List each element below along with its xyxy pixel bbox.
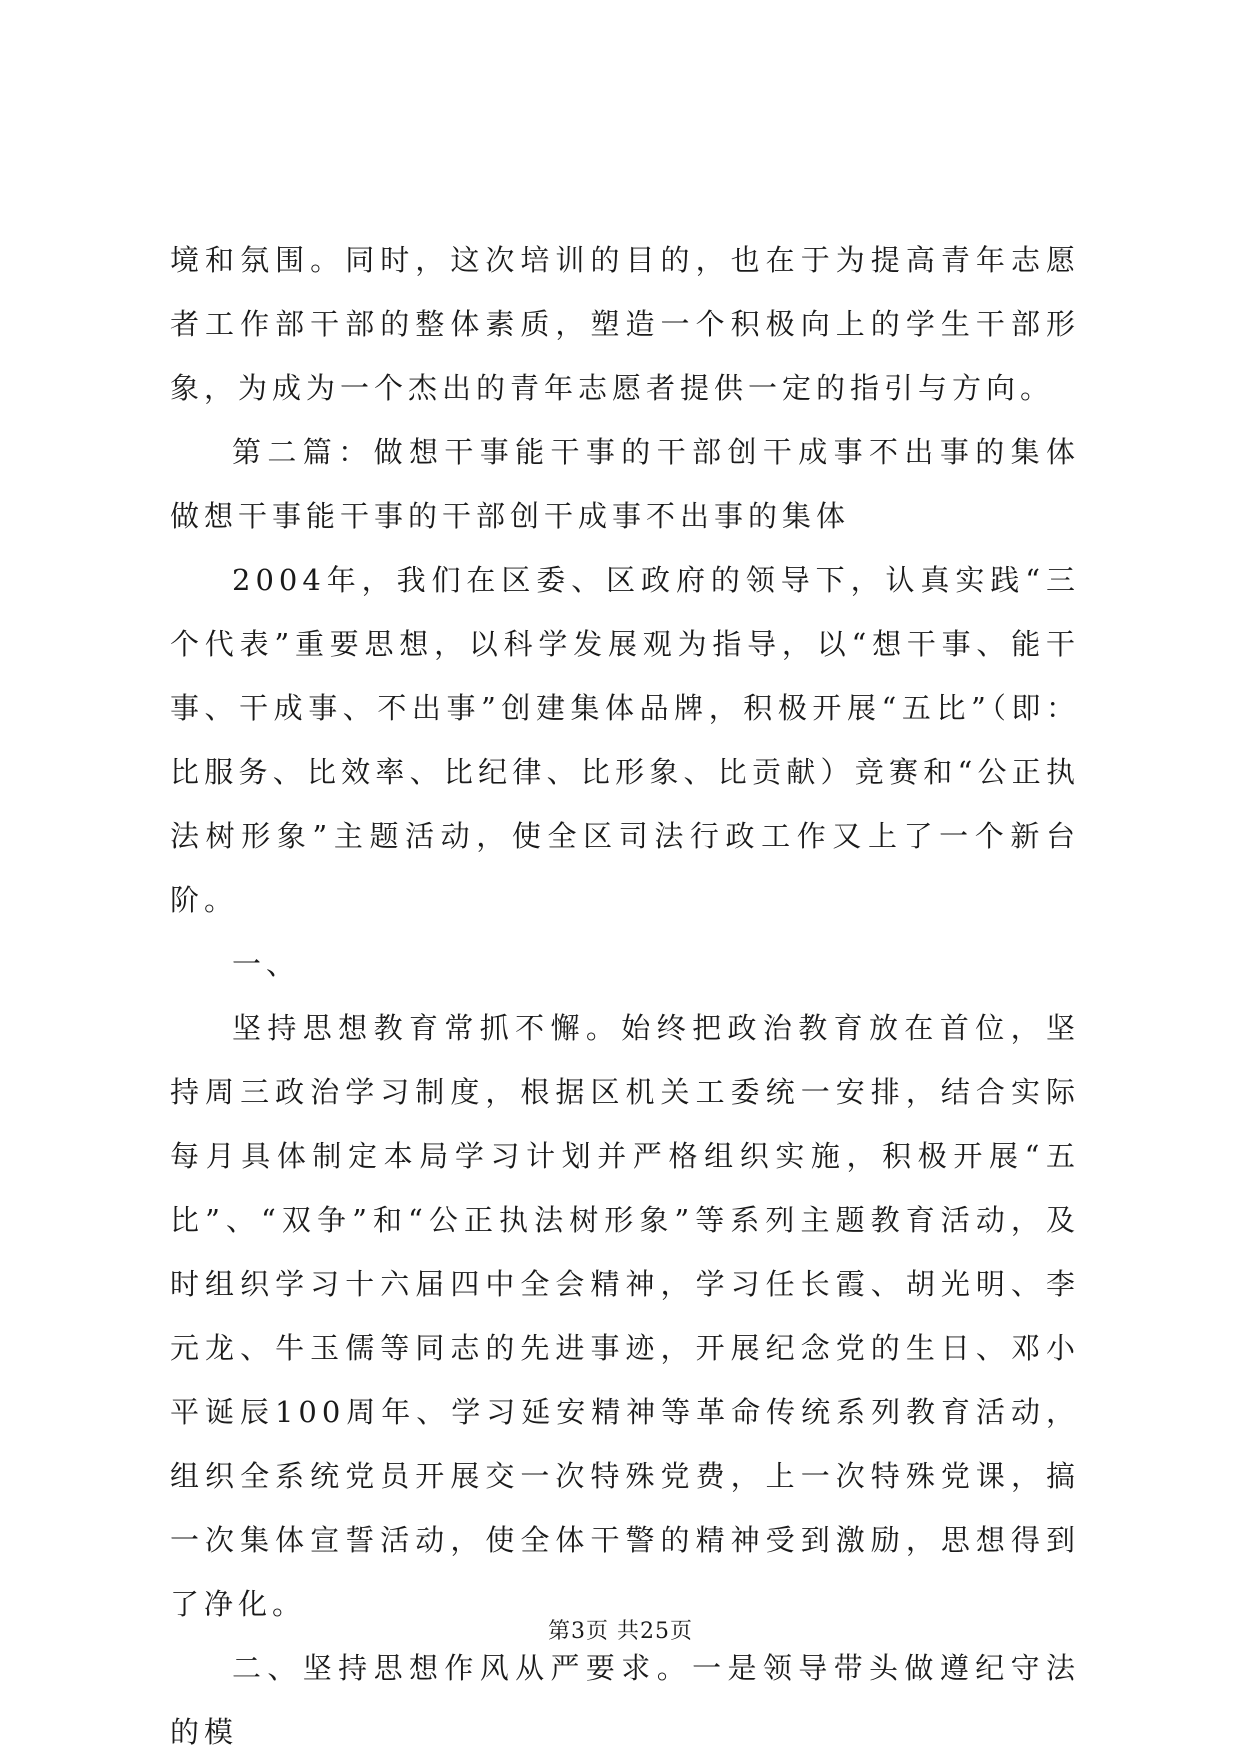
page-footer: 第3页 共25页 <box>548 1619 693 1644</box>
paragraph-3: 2004年，我们在区委、区政府的领导下，认真实践“三个代表”重要思想，以科学发展观为指导，以“想干事、能干事、干成事、不出事”创建集体品牌，积极开展“五比”（即：比服务、比效率、比纪律、比形象、比贡献）竞赛和“公正执法树形象”主题活动，使全区司法行政工作又上了一个新台阶。 <box>170 563 1080 917</box>
paragraph-6: 二、坚持思想作风从严要求。一是领导带头做遵纪守法的模 <box>170 1651 1080 1749</box>
paragraph-2-heading: 第二篇：做想干事能干事的干部创干成事不出事的集体做想干事能干事的干部创干成事不出事的集体 <box>170 435 1080 533</box>
document-body <box>170 228 1080 1764</box>
paragraph-5: 坚持思想教育常抓不懈。始终把政治教育放在首位，坚持周三政治学习制度，根据区机关工委统一安排，结合实际每月具体制定本局学习计划并严格组织实施，积极开展“五比”、“双争”和“公正执法树形象”等系列主题教育活动，及时组织学习十六届四中全会精神，学习任长霞、胡光明、李元龙、牛玉儒等同志的先进事迹，开展纪念党的生日、邓小平诞辰100周年、学习延安精神等革命传统系列教育活动，组织全系统党员开展交一次特殊党费，上一次特殊党课，搞一次集体宣誓活动，使全体干警的精神受到激励，思想得到了净化。 <box>170 1011 1080 1621</box>
paragraph-1: 境和氛围。同时，这次培训的目的，也在于为提高青年志愿者工作部干部的整体素质，塑造一个积极向上的学生干部形象，为成为一个杰出的青年志愿者提供一定的指引与方向。 <box>170 243 1080 405</box>
paragraph-4-section-number: 一、 <box>232 947 301 981</box>
